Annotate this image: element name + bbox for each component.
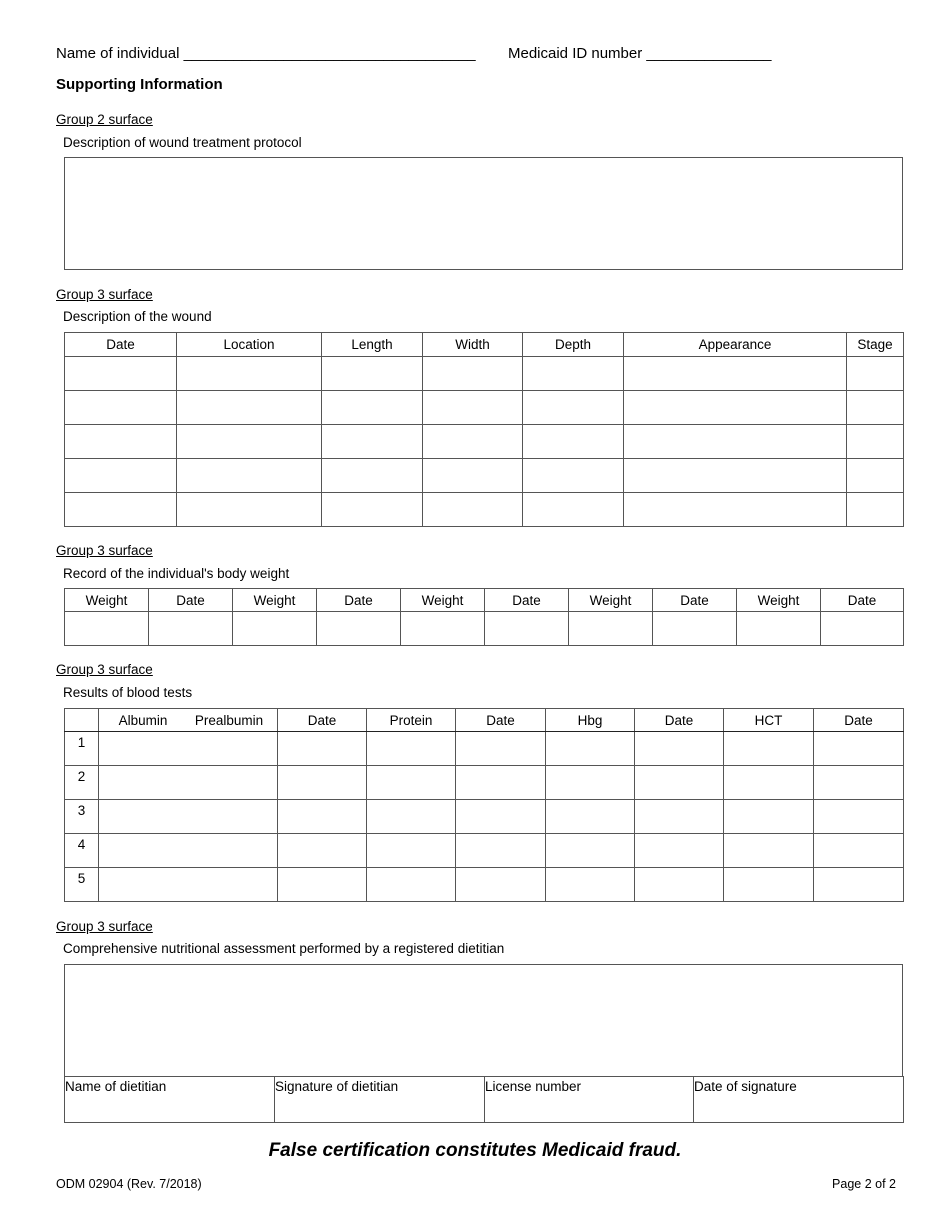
col-header: Date bbox=[317, 589, 401, 612]
blood-header-row bbox=[65, 709, 904, 732]
table-cell[interactable] bbox=[523, 459, 624, 493]
table-cell[interactable] bbox=[278, 868, 367, 902]
table-cell[interactable] bbox=[523, 357, 624, 391]
table-cell[interactable] bbox=[724, 732, 814, 766]
col-header: Date bbox=[635, 709, 724, 732]
table-cell[interactable] bbox=[65, 391, 177, 425]
table-cell[interactable] bbox=[367, 800, 456, 834]
table-cell[interactable] bbox=[635, 732, 724, 766]
table-cell[interactable] bbox=[624, 425, 847, 459]
table-cell[interactable] bbox=[401, 612, 485, 646]
table-cell[interactable] bbox=[367, 766, 456, 800]
table-cell[interactable] bbox=[99, 732, 278, 766]
table-row bbox=[65, 391, 904, 425]
col-header: Location bbox=[177, 333, 322, 357]
table-row bbox=[65, 800, 904, 834]
table-cell[interactable] bbox=[847, 493, 904, 527]
table-cell[interactable] bbox=[724, 766, 814, 800]
table-cell[interactable] bbox=[635, 800, 724, 834]
table-cell[interactable] bbox=[423, 357, 523, 391]
row-number: 2 bbox=[65, 766, 99, 800]
col-header: Date bbox=[821, 589, 904, 612]
group-3-heading-wound: Group 3 surface bbox=[56, 287, 153, 302]
table-cell[interactable] bbox=[546, 732, 635, 766]
table-cell[interactable] bbox=[624, 357, 847, 391]
table-cell[interactable] bbox=[177, 493, 322, 527]
table-row bbox=[65, 732, 904, 766]
table-row bbox=[65, 868, 904, 902]
col-header: Date bbox=[653, 589, 737, 612]
blood-table bbox=[64, 708, 904, 902]
albumin-prealbumin-header bbox=[99, 709, 278, 732]
table-cell[interactable] bbox=[149, 612, 233, 646]
table-cell[interactable] bbox=[523, 391, 624, 425]
table-cell[interactable] bbox=[724, 800, 814, 834]
fraud-warning: False certification constitutes Medicaid fraud. bbox=[268, 1140, 682, 1161]
col-header: Depth bbox=[523, 333, 624, 357]
col-header: Date bbox=[65, 333, 177, 357]
table-cell[interactable] bbox=[569, 612, 653, 646]
group-3-heading-weight: Group 3 surface bbox=[56, 543, 153, 558]
wound-label: Description of the wound bbox=[63, 309, 212, 324]
prealbumin-label: Prealbumin bbox=[194, 712, 264, 728]
table-cell[interactable] bbox=[65, 493, 177, 527]
group-3-heading-nutrition: Group 3 surface bbox=[56, 919, 153, 934]
col-header: Length bbox=[322, 333, 423, 357]
table-cell[interactable] bbox=[847, 459, 904, 493]
table-cell[interactable] bbox=[177, 357, 322, 391]
page-number: Page 2 of 2 bbox=[832, 1177, 896, 1191]
table-row bbox=[65, 493, 904, 527]
table-cell[interactable] bbox=[177, 459, 322, 493]
table-cell[interactable] bbox=[624, 493, 847, 527]
table-cell[interactable] bbox=[724, 868, 814, 902]
table-cell[interactable] bbox=[523, 493, 624, 527]
table-row bbox=[65, 766, 904, 800]
col-header: Weight bbox=[401, 589, 485, 612]
table-cell[interactable] bbox=[546, 800, 635, 834]
nutrition-label: Comprehensive nutritional assessment performed by a registered dietitian bbox=[63, 941, 505, 956]
table-cell[interactable] bbox=[177, 425, 322, 459]
albumin-label: Albumin bbox=[118, 712, 168, 728]
table-cell[interactable] bbox=[546, 766, 635, 800]
license-number-field[interactable] bbox=[485, 1077, 694, 1123]
table-cell[interactable] bbox=[317, 612, 401, 646]
medicaid-id-field[interactable]: Medicaid ID number _______________ bbox=[508, 45, 772, 62]
protocol-textarea[interactable] bbox=[64, 157, 903, 270]
weight-label: Record of the individual's body weight bbox=[63, 566, 290, 581]
table-cell[interactable] bbox=[847, 357, 904, 391]
weight-table bbox=[64, 588, 904, 646]
row-number: 5 bbox=[65, 868, 99, 902]
table-cell[interactable] bbox=[65, 425, 177, 459]
table-cell[interactable] bbox=[278, 800, 367, 834]
table-row bbox=[65, 459, 904, 493]
table-row bbox=[65, 425, 904, 459]
col-header: Weight bbox=[65, 589, 149, 612]
table-cell[interactable] bbox=[653, 612, 737, 646]
table-cell[interactable] bbox=[367, 834, 456, 868]
table-cell[interactable] bbox=[423, 391, 523, 425]
table-cell[interactable] bbox=[99, 766, 278, 800]
table-cell[interactable] bbox=[847, 391, 904, 425]
col-header: Date bbox=[149, 589, 233, 612]
table-cell[interactable] bbox=[278, 766, 367, 800]
col-header: Date bbox=[456, 709, 546, 732]
date-of-signature-label: Date of signature bbox=[694, 1079, 797, 1094]
table-cell[interactable] bbox=[814, 766, 904, 800]
blood-label: Results of blood tests bbox=[63, 685, 193, 700]
table-row bbox=[65, 612, 904, 646]
table-cell[interactable] bbox=[635, 766, 724, 800]
section-title: Supporting Information bbox=[56, 76, 223, 93]
protocol-label: Description of wound treatment protocol bbox=[63, 135, 302, 150]
table-cell[interactable] bbox=[456, 868, 546, 902]
table-cell[interactable] bbox=[322, 425, 423, 459]
row-number: 3 bbox=[65, 800, 99, 834]
table-cell[interactable] bbox=[635, 834, 724, 868]
table-cell[interactable] bbox=[322, 493, 423, 527]
dietitian-name-label: Name of dietitian bbox=[65, 1079, 167, 1094]
table-row bbox=[65, 834, 904, 868]
dietitian-name-field[interactable] bbox=[65, 1077, 275, 1123]
col-header: Date bbox=[485, 589, 569, 612]
group-3-heading-blood: Group 3 surface bbox=[56, 662, 153, 677]
table-cell[interactable] bbox=[99, 834, 278, 868]
table-cell[interactable] bbox=[278, 834, 367, 868]
table-cell[interactable] bbox=[821, 612, 904, 646]
table-cell[interactable] bbox=[737, 612, 821, 646]
table-cell[interactable] bbox=[456, 732, 546, 766]
table-cell[interactable] bbox=[635, 868, 724, 902]
col-header: Weight bbox=[737, 589, 821, 612]
date-of-signature-field[interactable] bbox=[694, 1077, 904, 1123]
table-cell[interactable] bbox=[456, 766, 546, 800]
weight-header-row bbox=[65, 589, 904, 612]
table-cell[interactable] bbox=[814, 868, 904, 902]
nutrition-textarea[interactable] bbox=[64, 964, 903, 1077]
license-number-label: License number bbox=[485, 1079, 582, 1094]
table-cell[interactable] bbox=[367, 868, 456, 902]
table-cell[interactable] bbox=[65, 459, 177, 493]
col-header: Date bbox=[814, 709, 904, 732]
table-cell[interactable] bbox=[814, 732, 904, 766]
dietitian-signature-label: Signature of dietitian bbox=[275, 1079, 399, 1094]
col-header: Protein bbox=[367, 709, 456, 732]
table-cell[interactable] bbox=[546, 834, 635, 868]
table-cell[interactable] bbox=[423, 459, 523, 493]
wound-header-row bbox=[65, 333, 904, 357]
table-cell[interactable] bbox=[423, 425, 523, 459]
table-cell[interactable] bbox=[65, 357, 177, 391]
table-cell[interactable] bbox=[322, 459, 423, 493]
col-header: Stage bbox=[847, 333, 904, 357]
form-id: ODM 02904 (Rev. 7/2018) bbox=[56, 1177, 202, 1191]
col-header: Width bbox=[423, 333, 523, 357]
table-cell[interactable] bbox=[322, 357, 423, 391]
table-cell[interactable] bbox=[423, 493, 523, 527]
table-cell[interactable] bbox=[456, 834, 546, 868]
table-cell[interactable] bbox=[814, 834, 904, 868]
row-number: 4 bbox=[65, 834, 99, 868]
table-cell[interactable] bbox=[367, 732, 456, 766]
dietitian-signature-field[interactable] bbox=[275, 1077, 485, 1123]
table-cell[interactable] bbox=[546, 868, 635, 902]
name-of-individual-field[interactable]: Name of individual ___________________________________ bbox=[56, 45, 476, 62]
col-header: Hbg bbox=[546, 709, 635, 732]
table-cell[interactable] bbox=[523, 425, 624, 459]
table-cell[interactable] bbox=[278, 732, 367, 766]
col-header: Appearance bbox=[624, 333, 847, 357]
table-cell[interactable] bbox=[233, 612, 317, 646]
row-number-header bbox=[65, 709, 99, 732]
col-header: HCT bbox=[724, 709, 814, 732]
wound-table bbox=[64, 332, 904, 527]
table-cell[interactable] bbox=[322, 391, 423, 425]
group-2-heading: Group 2 surface bbox=[56, 112, 153, 127]
table-cell[interactable] bbox=[456, 800, 546, 834]
table-cell[interactable] bbox=[724, 834, 814, 868]
col-header: Weight bbox=[233, 589, 317, 612]
table-cell[interactable] bbox=[847, 425, 904, 459]
table-cell[interactable] bbox=[624, 391, 847, 425]
table-cell[interactable] bbox=[99, 868, 278, 902]
col-header: Weight bbox=[569, 589, 653, 612]
table-row bbox=[65, 357, 904, 391]
table-cell[interactable] bbox=[177, 391, 322, 425]
table-cell[interactable] bbox=[485, 612, 569, 646]
table-cell[interactable] bbox=[624, 459, 847, 493]
col-header: Date bbox=[278, 709, 367, 732]
table-cell[interactable] bbox=[65, 612, 149, 646]
row-number: 1 bbox=[65, 732, 99, 766]
table-cell[interactable] bbox=[99, 800, 278, 834]
table-cell[interactable] bbox=[814, 800, 904, 834]
dietitian-signature-table bbox=[64, 1076, 904, 1123]
